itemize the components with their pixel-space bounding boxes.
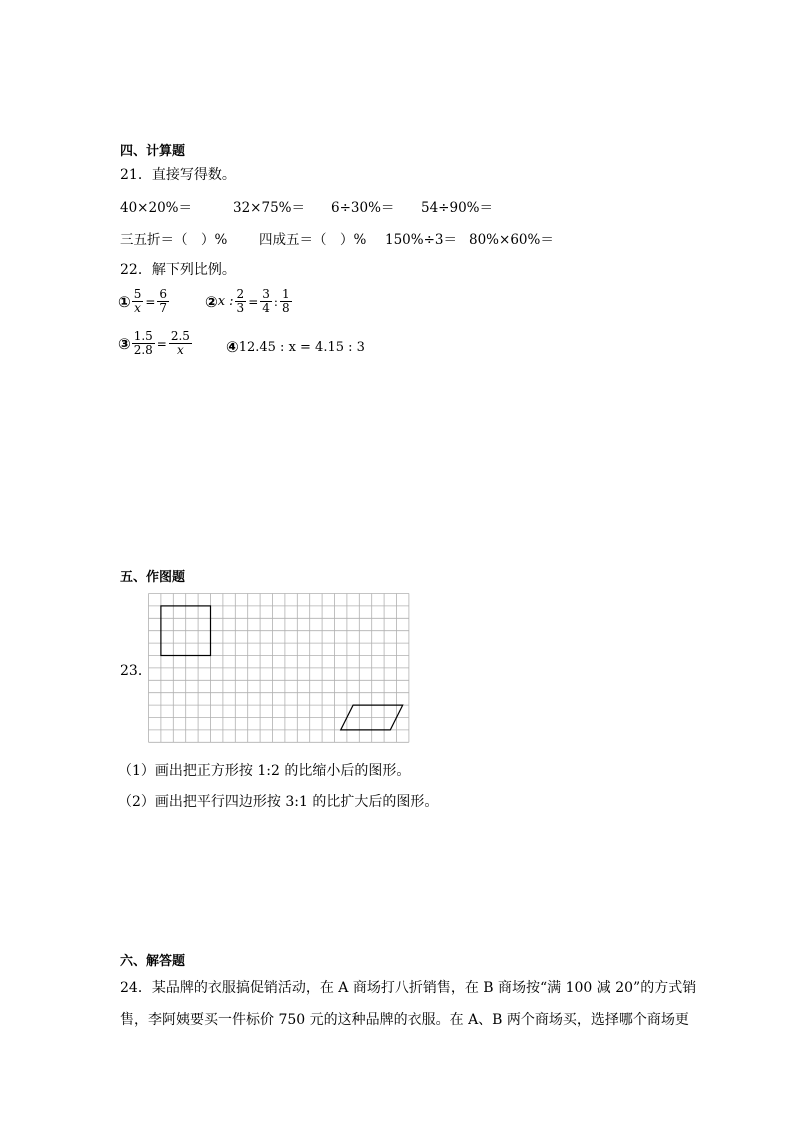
equals-sign: =: [156, 336, 167, 351]
instruction-2: （2）画出把平行四边形按 3:1 的比扩大后的图形。: [118, 794, 439, 810]
numerator: 6: [159, 287, 168, 301]
numerator: 1.5: [133, 329, 153, 343]
proportion-4: [226, 338, 365, 356]
section-5-title: 五、作图题: [120, 570, 186, 585]
grid-lines: [149, 594, 409, 743]
denominator: 7: [159, 301, 168, 315]
denominator: 2.8: [133, 343, 153, 357]
q21-item-7: 150%÷3＝: [385, 232, 457, 248]
expression: 12.45 : x = 4.15 : 3: [238, 339, 365, 355]
q21-item-3: 6÷30%＝: [331, 200, 395, 216]
proportion-3: [118, 330, 193, 357]
question-24-line-1: 24．某品牌的衣服搞促销活动，在 A 商场打八折销售，在 B 商场按“满 100 减 20”的方式销: [120, 980, 697, 996]
denominator: x: [134, 301, 141, 315]
proportion-1: [118, 288, 170, 315]
marker-4: ④: [226, 338, 239, 356]
q21-item-6: 四成五＝（ ）%: [259, 232, 367, 248]
fraction: [235, 288, 247, 315]
numerator: 2: [236, 287, 245, 301]
proportion-2: [205, 288, 293, 315]
marker-3: ③: [118, 334, 131, 353]
fraction: [132, 330, 155, 357]
marker-2: ②: [205, 292, 218, 311]
q21-item-4: 54÷90%＝: [421, 200, 493, 216]
fraction: [169, 330, 192, 357]
question-23-number: 23．: [120, 663, 152, 679]
drawing-grid: [148, 593, 464, 743]
denominator: x: [177, 343, 184, 357]
denominator: 3: [236, 301, 245, 315]
q21-item-5: 三五折＝（ ）%: [120, 232, 228, 248]
question-22-prompt: 22．解下列比例。: [120, 262, 236, 278]
fraction: [260, 288, 272, 315]
fraction: [132, 288, 144, 315]
numerator: 2.5: [170, 329, 190, 343]
numerator: 1: [281, 287, 290, 301]
numerator: 3: [262, 287, 270, 301]
q21-item-8: 80%×60%＝: [469, 232, 554, 248]
denominator: 4: [262, 301, 270, 315]
equals-sign: =: [145, 294, 156, 309]
expression-lead: x :: [217, 294, 234, 309]
question-21-prompt: 21．直接写得数。: [120, 167, 236, 183]
section-4-title: 四、计算题: [120, 144, 186, 159]
colon: :: [273, 294, 278, 309]
q21-item-2: 32×75%＝: [233, 200, 305, 216]
section-6-title: 六、解答题: [120, 954, 186, 969]
fraction: [157, 288, 169, 315]
denominator: 8: [281, 301, 290, 315]
numerator: 5: [133, 287, 142, 301]
marker-1: ①: [118, 292, 131, 311]
instruction-1: （1）画出把正方形按 1:2 的比缩小后的图形。: [118, 763, 411, 779]
equals-sign: =: [248, 294, 259, 309]
fraction: [280, 288, 292, 315]
q21-item-1: 40×20%＝: [120, 200, 192, 216]
question-24-line-2: 售，李阿姨要买一件标价 750 元的这种品牌的衣服。在 A、B 两个商场买，选择哪个商场更: [120, 1012, 689, 1028]
